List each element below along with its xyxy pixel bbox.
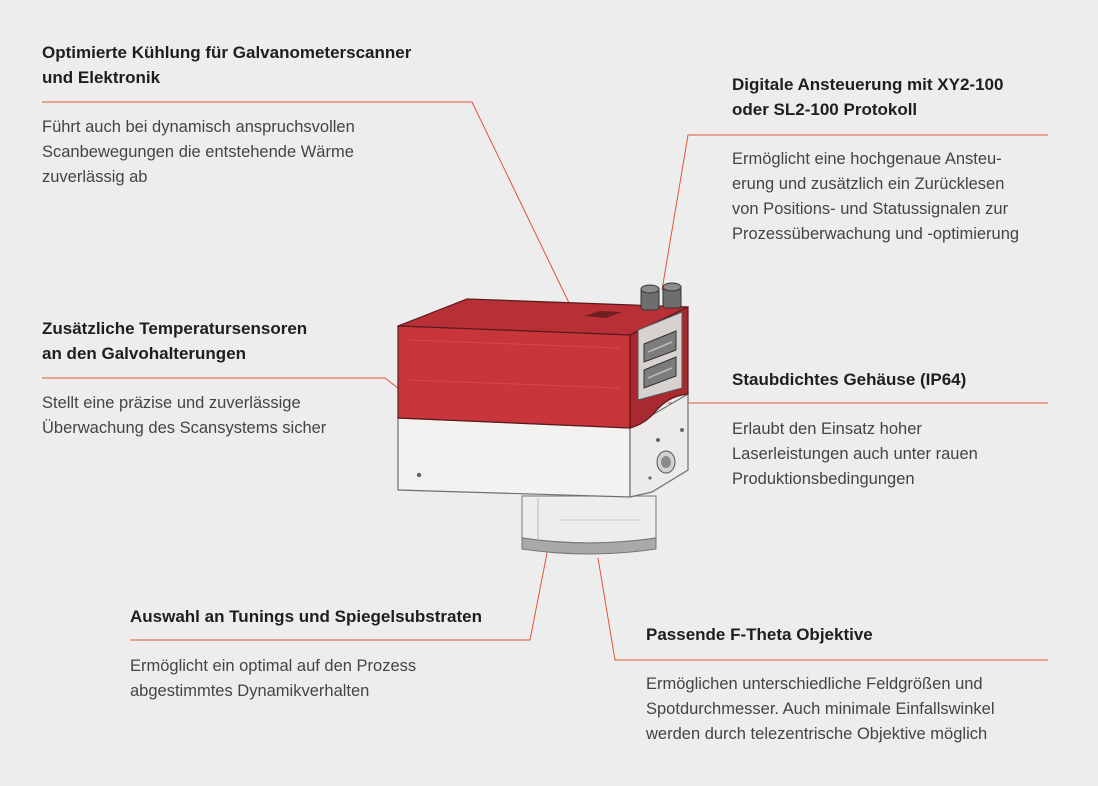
callout-body-line: Spotdurchmesser. Auch minimale Einfallswinkel (646, 700, 995, 718)
callout-body-line: Stellt eine präzise und zuverlässige (42, 394, 301, 412)
callout-body-line: Überwachung des Scansystems sicher (42, 419, 327, 437)
callout-tunings-text (130, 654, 550, 704)
callout-temperature-title (42, 316, 382, 366)
callout-body-line: abgestimmtes Dynamikverhalten (130, 682, 370, 700)
callout-tunings-title (130, 604, 550, 629)
callout-body-line: werden durch telezentrische Objektive möglich (646, 725, 988, 743)
callout-ftheta (646, 622, 1066, 747)
callout-title-line: Staubdichtes Gehäuse (IP64) (732, 370, 967, 389)
callout-body-line: Erlaubt den Einsatz hoher (732, 420, 922, 438)
callout-body-line: Führt auch bei dynamisch anspruchsvollen (42, 118, 355, 136)
callout-cooling (42, 40, 482, 190)
callout-title-line: Optimierte Kühlung für Galvanometerscanner (42, 43, 412, 62)
callout-tunings (130, 604, 550, 704)
callout-cooling-text (42, 115, 482, 190)
callout-digital (732, 72, 1072, 247)
callout-body-line: Prozessüberwachung und -optimierung (732, 225, 1020, 243)
callout-body-line: Scanbewegungen die entstehende Wärme (42, 143, 354, 161)
callout-body-line: von Positions- und Statussignalen zur (732, 200, 1009, 218)
callout-housing (732, 367, 1052, 492)
callout-body-line: zuverlässig ab (42, 168, 148, 186)
callout-housing-text (732, 417, 1052, 492)
callout-temperature (42, 316, 382, 441)
callout-ftheta-title (646, 622, 1066, 647)
callout-housing-title (732, 367, 1052, 392)
callout-body-line: Laserleistungen auch unter rauen (732, 445, 978, 463)
housing-front-white (398, 418, 630, 497)
callout-body-line: Ermöglicht ein optimal auf den Prozess (130, 657, 417, 675)
callout-title-line: an den Galvohalterungen (42, 344, 247, 363)
callout-body-line: erung und zusätzlich ein Zurücklesen (732, 175, 1005, 193)
callout-temperature-text (42, 391, 382, 441)
callout-body-line: Ermöglichen unterschiedliche Feldgrößen und (646, 675, 983, 693)
callout-title-line: und Elektronik (42, 68, 161, 87)
callout-digital-text (732, 147, 1072, 247)
callout-title-line: Passende F-Theta Objektive (646, 625, 873, 644)
callout-ftheta-text (646, 672, 1066, 747)
callout-digital-title (732, 72, 1072, 122)
callout-body-line: Produktionsbedingungen (732, 470, 915, 488)
objective-flange (522, 496, 656, 554)
callout-title-line: Digitale Ansteuerung mit XY2-100 (732, 75, 1004, 94)
callout-title-line: Auswahl an Tunings und Spiegelsubstraten (130, 607, 482, 626)
callout-body-line: Ermöglicht eine hochgenaue Ansteu- (732, 150, 1002, 168)
callout-title-line: oder SL2-100 Protokoll (732, 100, 918, 119)
callout-title-line: Zusätzliche Temperatursensoren (42, 319, 308, 338)
callout-cooling-title (42, 40, 482, 90)
